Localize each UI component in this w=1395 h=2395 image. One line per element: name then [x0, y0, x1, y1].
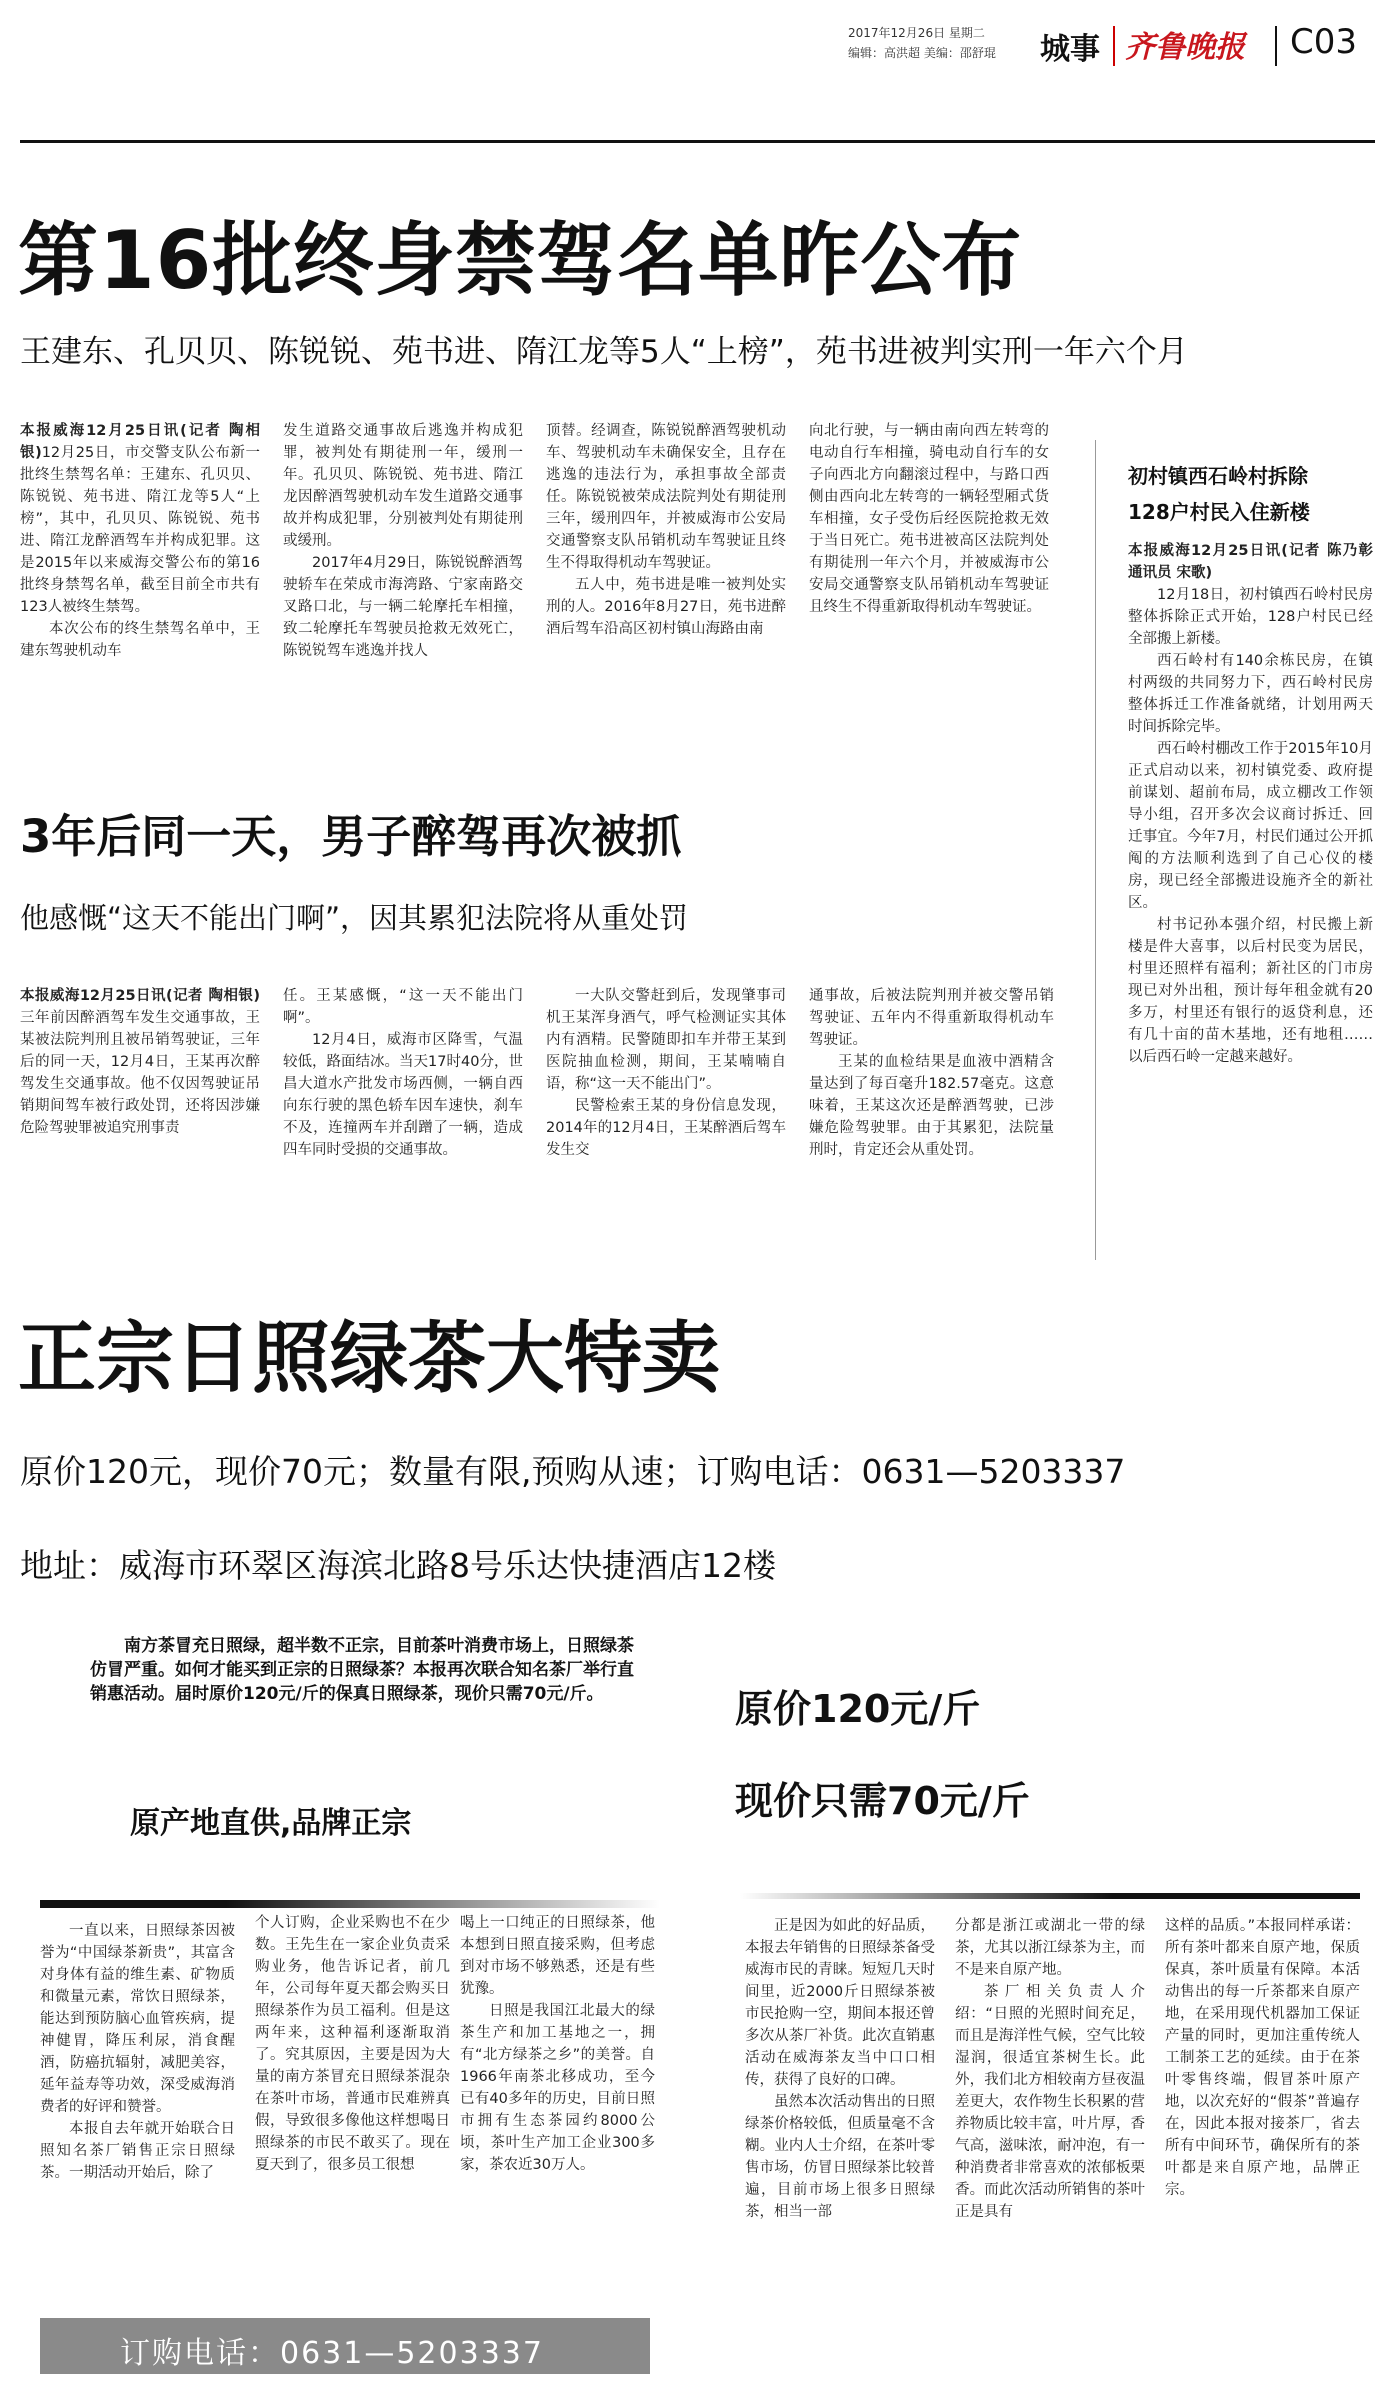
sidebar-p1: 12月18日，初村镇西石岭村民房整体拆除正式开始，128户村民已经全部搬上新楼。 [1128, 587, 1373, 647]
ad-column-5 [955, 1915, 1145, 2385]
sidebar-p2: 西石岭村有140余栋民房，在镇村两级的共同努力下，西石岭村民房整体拆迁工作准备就绪，计划用两天时间拆除完毕。 [1128, 653, 1373, 735]
ad-col3-p2: 日照是我国江北最大的绿茶生产和加工基地之一，拥有“北方绿茶之乡”的美誉。自1966年南茶北移成功，至今已有40多年的历史，目前日照市拥有生态茶园约8000公顷，茶叶生产加工企业300多家，茶农近30万人。 [460, 2003, 655, 2173]
story2-lead: 本报威海12月25日讯(记者 陶相银) [20, 988, 260, 1004]
ad-col5-p2: 茶厂相关负责人介绍：“日照的光照时间充足，而且是海洋性气候，空气比较湿润，很适宜茶树生长。此外，我们北方相较南方昼夜温差更大，农作物生长积累的营养物质比较丰富，叶片厚，香气高，滋味浓，耐冲泡，有一种消费者非常喜欢的浓郁板栗香。而此次活动所销售的茶叶正是具有 [955, 1984, 1145, 2220]
story2-headline: 3年后同一天，男子醉驾再次被抓 [20, 810, 682, 863]
editor-credit: 编辑：高洪超 美编：邵舒琨 [848, 46, 996, 60]
issue-date: 2017年12月26日 星期二 [848, 26, 985, 40]
ad-rule-right [740, 1893, 1360, 1899]
story2-col3-p1: 一大队交警赶到后，发现肇事司机王某浑身酒气，呼气检测证实其体内有酒精。民警随即扣车并带王某到医院抽血检测，期间，王某喃喃自语，称“这一天不能出门”。 [546, 988, 786, 1092]
ad-col3-p1: 喝上一口纯正的日照绿茶，他本想到日照直接采购，但考虑到对市场不够熟悉，还是有些犹豫。 [460, 1915, 655, 1997]
ad-headline: 正宗日照绿茶大特卖 [18, 1314, 721, 1404]
story2-column-4 [809, 985, 1054, 1265]
story1-col1-p2: 本次公布的终生禁驾名单中，王建东驾驶机动车 [20, 621, 260, 659]
story1-subhead: 王建东、孔贝贝、陈锐锐、苑书进、隋江龙等5人“上榜”，苑书进被判实刑一年六个月 [20, 334, 1188, 370]
ad-intro-text: 南方茶冒充日照绿，超半数不正宗，目前茶叶消费市场上，日照绿茶仿冒严重。如何才能买到正宗的日照绿茶？本报再次联合知名茶厂举行直销惠活动。届时原价120元/斤的保真日照绿茶，现价只需70元/斤。 [90, 1636, 634, 1704]
ad-original-price: 原价120元/斤 [735, 1687, 981, 1731]
story1-column-1 [20, 420, 260, 730]
ad-col6-p1: 这样的品质。”本报同样承诺：所有茶叶都来自原产地，保质保真，茶叶质量有保障。本活动售出的每一斤茶都来自原产地，在采用现代机器加工保证产量的同时，更加注重传统人工制茶工艺的延续。由于在茶叶零售终端，假冒茶叶原产地，以次充好的“假茶”普遍存在，因此本报对接茶厂，省去所有中间环节，确保所有的茶叶都是来自原产地，品牌正宗。 [1165, 1918, 1360, 2198]
ad-col5-p1: 分都是浙江或湖北一带的绿茶，尤其以浙江绿茶为主，而不是来自原产地。 [955, 1918, 1145, 1978]
ad-col1-p1: 一直以来，日照绿茶因被誉为“中国绿茶新贵”，其富含对身体有益的维生素、矿物质和微量元素，常饮日照绿茶，能达到预防脑心血管疾病，提神健胃，降压利尿，消食醒酒，防癌抗辐射，减肥美容，延年益寿等功效，深受威海消费者的好评和赞誉。 [40, 1923, 235, 2115]
ad-column-1 [40, 1920, 235, 2310]
ad-column-3 [460, 1912, 655, 2312]
story2-col1-p1: 三年前因醉酒驾车发生交通事故，王某被法院判刑且被吊销驾驶证，三年后的同一天，12月4日，王某再次醉驾发生交通事故。他不仅因驾驶证吊销期间驾车被行政处罚，还将因涉嫌危险驾驶罪被追究刑事责 [20, 1010, 260, 1136]
sidebar-headline-2: 128户村民入住新楼 [1128, 500, 1310, 524]
story2-column-2 [283, 985, 523, 1265]
story2-col4-p1: 通事故，后被法院判刑并被交警吊销驾驶证、五年内不得重新取得机动车驾驶证。 [809, 988, 1054, 1048]
story1-col4-p1: 向北行驶，与一辆由南向西左转弯的电动自行车相撞，骑电动自行车的女子向西北方向翻滚过程中，与路口西侧由西向北左转弯的一辆轻型厢式货车相撞，女子受伤后经医院抢救无效于当日死亡。苑书进被高区法院判处有期徒刑一年六个月，并被威海市公安局交通警察支队吊销机动车驾驶证且终生不得重新取得机动车驾驶证。 [809, 423, 1049, 615]
ad-col2-p1: 个人订购，企业采购也不在少数。王先生在一家企业负责采购业务，他告诉记者，前几年，公司每年夏天都会购买日照绿茶作为员工福利。但是这两年来，这种福利逐渐取消了。究其原因，主要是因为大量的南方茶冒充日照绿茶混杂在茶叶市场，普通市民难辨真假，导致很多像他这样想喝日照绿茶的市民不敢买了。现在夏天到了，很多员工很想 [255, 1915, 450, 2173]
story2-col3-p2: 民警检索王某的身份信息发现，2014年的12月4日，王某醉酒后驾车发生交 [546, 1098, 786, 1158]
sidebar-headline-1: 初村镇西石岭村拆除 [1128, 464, 1308, 488]
story1-col2-p1: 发生道路交通事故后逃逸并构成犯罪，被判处有期徒刑一年，缓刑一年。孔贝贝、陈锐锐、苑书进、隋江龙因醉酒驾驶机动车发生道路交通事故并构成犯罪，分别被判处有期徒刑或缓刑。 [283, 423, 523, 549]
page-number: C03 [1290, 22, 1358, 62]
masthead-divider [1113, 26, 1115, 66]
ad-price-line: 原价120元，现价70元；数量有限,预购从速；订购电话：0631—5203337 [20, 1452, 1126, 1491]
ad-col4-p1: 正是因为如此的好品质，本报去年销售的日照绿茶备受威海市民的青睐。短短几天时间里，近2000斤日照绿茶被市民抢购一空，期间本报还曾多次从茶厂补货。此次直销惠活动在威海茶友当中口口相传，获得了良好的口碑。 [745, 1918, 935, 2088]
ad-phone-banner [40, 2318, 650, 2374]
story2-col4-p2: 王某的血检结果是血液中酒精含量达到了每百毫升182.57毫克。这意味着，王某这次还是醉酒驾驶，已涉嫌危险驾驶罪。由于其累犯，法院量刑时，肯定还会从重处罚。 [809, 1054, 1054, 1158]
ad-phone-text: 订购电话：0631—5203337 [120, 2336, 544, 2371]
story1-col1-p1: 12月25日，市交警支队公布新一批终生禁驾名单：王建东、孔贝贝、陈锐锐、苑书进、隋江龙等5人“上榜”，其中，孔贝贝、陈锐锐、苑书进、隋江龙醉酒驾车并构成犯罪。这是2015年以来威海交警公布的第16批终身禁驾名单，截至目前全市共有123人被终生禁驾。 [20, 445, 260, 615]
story1-col3-p2: 五人中，苑书进是唯一被判处实刑的人。2016年8月27日，苑书进醉酒后驾车沿高区初村镇山海路由南 [546, 577, 786, 637]
paper-logo: 齐鲁晚报 [1125, 30, 1245, 65]
masthead-rule [20, 140, 1375, 143]
masthead-divider-2 [1275, 26, 1277, 66]
story1-col2-p2: 2017年4月29日，陈锐锐醉酒驾驶轿车在荣成市海湾路、宁家南路交叉路口北，与一辆二轮摩托车相撞，致二轮摩托车驾驶员抢救无效死亡，陈锐锐驾车逃逸并找人 [283, 555, 523, 659]
story2-column-3 [546, 985, 786, 1265]
story1-headline: 第16批终身禁驾名单昨公布 [18, 214, 1023, 307]
sidebar-divider [1095, 440, 1096, 1260]
section-name: 城事 [1040, 32, 1100, 67]
sidebar-body [1128, 540, 1373, 1260]
sidebar-p4: 村书记孙本强介绍，村民搬上新楼是件大喜事，以后村民变为居民，村里还照样有福利；新社区的门市房现已对外出租，预计每年租金就有20多万，村里还有银行的返贷利息，还有几十亩的苗木基地，还有地租……以后西石岭一定越来越好。 [1128, 917, 1373, 1065]
story2-column-1 [20, 985, 260, 1265]
story2-subhead: 他感慨“这天不能出门啊”，因其累犯法院将从重处罚 [20, 901, 689, 935]
story1-col3-p1: 顶替。经调查，陈锐锐醉酒驾驶机动车、驾驶机动车未确保安全，且存在逃逸的违法行为，承担事故全部责任。陈锐锐被荣成法院判处有期徒刑三年，缓刑四年，并被威海市公安局交通警察支队吊销机动车驾驶证且终生不得取得机动车驾驶证。 [546, 423, 786, 571]
story1-column-4 [809, 420, 1049, 730]
story1-column-3 [546, 420, 786, 730]
story1-column-2 [283, 420, 523, 730]
ad-col4-p2: 虽然本次活动售出的日照绿茶价格较低，但质量毫不含糊。业内人士介绍，在茶叶零售市场，仿冒日照绿茶比较普遍，目前市场上很多日照绿茶，相当一部 [745, 2094, 935, 2220]
sidebar-p3: 西石岭村棚改工作于2015年10月正式启动以来，初村镇党委、政府提前谋划、超前布局，成立棚改工作领导小组，召开多次会议商讨拆迁、回迁事宜。今年7月，村民们通过公开抓阄的方法顺利选到了自己心仪的楼房，现已经全部搬进设施齐全的新社区。 [1128, 741, 1373, 911]
ad-column-6 [1165, 1915, 1360, 2385]
ad-rule-left [40, 1900, 660, 1908]
ad-col1-p2: 本报自去年就开始联合日照知名茶厂销售正宗日照绿茶。一期活动开始后，除了 [40, 2121, 235, 2181]
ad-slogan: 原产地直供,品牌正宗 [130, 1806, 412, 1841]
ad-column-2 [255, 1912, 450, 2307]
ad-intro [90, 1634, 650, 1706]
story2-col2-p1: 任。王某感慨，“这一天不能出门啊”。 [283, 988, 523, 1026]
story2-col2-p2: 12月4日，威海市区降雪，气温较低，路面结冰。当天17时40分，世昌大道水产批发市场西侧，一辆自西向东行驶的黑色轿车因车速快，刹车不及，连撞两车并刮蹭了一辆，造成四车同时受损的交通事故。 [283, 1032, 523, 1158]
story1-lead: 本报威海12月25日讯(记者 陶相银) [20, 423, 260, 461]
sidebar-lead: 本报威海12月25日讯(记者 陈乃彰 通讯员 宋歌) [1128, 543, 1373, 581]
ad-column-4 [745, 1915, 935, 2385]
ad-address-line: 地址：威海市环翠区海滨北路8号乐达快捷酒店12楼 [20, 1546, 776, 1585]
ad-sale-price: 现价只需70元/斤 [735, 1779, 1030, 1823]
